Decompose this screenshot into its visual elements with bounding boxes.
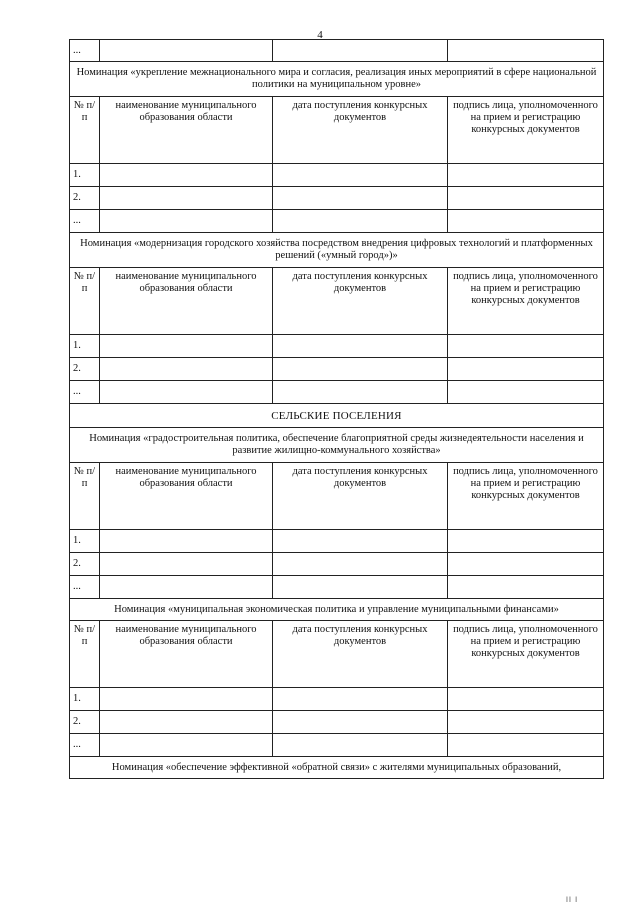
- row-number-cell: 2.: [70, 711, 100, 734]
- name-cell: [100, 358, 273, 381]
- signature-cell: [448, 187, 604, 210]
- date-cell: [273, 530, 448, 553]
- date-cell: [273, 358, 448, 381]
- name-cell: [100, 210, 273, 233]
- signature-cell: [448, 335, 604, 358]
- signature-cell: [448, 210, 604, 233]
- signature-cell: [448, 164, 604, 187]
- row-number-cell: ...: [70, 40, 100, 62]
- table-row: [70, 358, 604, 381]
- nomination-row: [70, 428, 604, 463]
- date-cell: [273, 711, 448, 734]
- signature-cell: [448, 40, 604, 62]
- header-signature: подпись лица, уполномоченного на прием и регистрацию конкурсных документов: [448, 621, 604, 688]
- header-name: наименование муниципального образования области: [100, 97, 273, 164]
- signature-cell: [448, 576, 604, 599]
- name-cell: [100, 576, 273, 599]
- contest-registration-table: [69, 39, 604, 779]
- signature-cell: [448, 734, 604, 757]
- date-cell: [273, 164, 448, 187]
- page-number: 4: [317, 29, 323, 41]
- header-date: дата поступления конкурсных документов: [273, 621, 448, 688]
- table-row: [70, 711, 604, 734]
- header-name: наименование муниципального образования области: [100, 463, 273, 530]
- table-row: [70, 381, 604, 404]
- name-cell: [100, 381, 273, 404]
- name-cell: [100, 711, 273, 734]
- signature-cell: [448, 530, 604, 553]
- row-number-cell: 2.: [70, 187, 100, 210]
- header-number: № п/п: [70, 97, 100, 164]
- table-row: [70, 553, 604, 576]
- row-number-cell: ...: [70, 210, 100, 233]
- header-number: № п/п: [70, 268, 100, 335]
- column-header-row: [70, 463, 604, 530]
- header-number: № п/п: [70, 463, 100, 530]
- date-cell: [273, 210, 448, 233]
- nomination-row: [70, 599, 604, 621]
- table-row: [70, 187, 604, 210]
- table-row: [70, 734, 604, 757]
- nomination-title: Номинация «укрепление межнационального мира и согласия, реализация иных мероприятий в сфере национальной политики на муниципальном уровне»: [70, 62, 604, 97]
- section-title: СЕЛЬСКИЕ ПОСЕЛЕНИЯ: [70, 404, 604, 428]
- nomination-title: Номинация «модернизация городского хозяйства посредством внедрения цифровых технологий и платформенных решений («умный город»)»: [70, 233, 604, 268]
- signature-cell: [448, 553, 604, 576]
- header-name: наименование муниципального образования области: [100, 268, 273, 335]
- date-cell: [273, 335, 448, 358]
- nomination-title: Номинация «градостроительная политика, обеспечение благоприятной среды жизнедеятельности населения и развитие жилищно-коммунального хозяйства»: [70, 428, 604, 463]
- table-row: [70, 164, 604, 187]
- name-cell: [100, 530, 273, 553]
- header-date: дата поступления конкурсных документов: [273, 268, 448, 335]
- row-number-cell: 2.: [70, 553, 100, 576]
- column-header-row: [70, 621, 604, 688]
- header-number: № п/п: [70, 621, 100, 688]
- signature-cell: [448, 688, 604, 711]
- header-signature: подпись лица, уполномоченного на прием и регистрацию конкурсных документов: [448, 268, 604, 335]
- name-cell: [100, 164, 273, 187]
- date-cell: [273, 40, 448, 62]
- table-row: [70, 576, 604, 599]
- row-number-cell: 1.: [70, 164, 100, 187]
- nomination-row: [70, 233, 604, 268]
- scan-mark: ll l: [566, 896, 579, 904]
- date-cell: [273, 576, 448, 599]
- column-header-row: [70, 268, 604, 335]
- table-row: [70, 530, 604, 553]
- name-cell: [100, 734, 273, 757]
- column-header-row: [70, 97, 604, 164]
- name-cell: [100, 335, 273, 358]
- header-name: наименование муниципального образования области: [100, 621, 273, 688]
- signature-cell: [448, 711, 604, 734]
- row-number-cell: ...: [70, 381, 100, 404]
- name-cell: [100, 40, 273, 62]
- table-row: [70, 688, 604, 711]
- signature-cell: [448, 358, 604, 381]
- nomination-row: [70, 757, 604, 779]
- name-cell: [100, 187, 273, 210]
- nomination-row: [70, 62, 604, 97]
- row-number-cell: 1.: [70, 688, 100, 711]
- name-cell: [100, 688, 273, 711]
- row-number-cell: 1.: [70, 530, 100, 553]
- table-row: [70, 335, 604, 358]
- date-cell: [273, 688, 448, 711]
- row-number-cell: ...: [70, 576, 100, 599]
- signature-cell: [448, 381, 604, 404]
- nomination-title: Номинация «обеспечение эффективной «обратной связи» с жителями муниципальных образований,: [70, 757, 604, 779]
- row-number-cell: 1.: [70, 335, 100, 358]
- row-number-cell: ...: [70, 734, 100, 757]
- header-signature: подпись лица, уполномоченного на прием и регистрацию конкурсных документов: [448, 463, 604, 530]
- date-cell: [273, 734, 448, 757]
- date-cell: [273, 553, 448, 576]
- row-number-cell: 2.: [70, 358, 100, 381]
- header-date: дата поступления конкурсных документов: [273, 463, 448, 530]
- header-date: дата поступления конкурсных документов: [273, 97, 448, 164]
- name-cell: [100, 553, 273, 576]
- date-cell: [273, 381, 448, 404]
- date-cell: [273, 187, 448, 210]
- table-row: [70, 40, 604, 62]
- section-row: [70, 404, 604, 428]
- header-signature: подпись лица, уполномоченного на прием и регистрацию конкурсных документов: [448, 97, 604, 164]
- table-row: [70, 210, 604, 233]
- nomination-title: Номинация «муниципальная экономическая политика и управление муниципальными финансами»: [70, 599, 604, 621]
